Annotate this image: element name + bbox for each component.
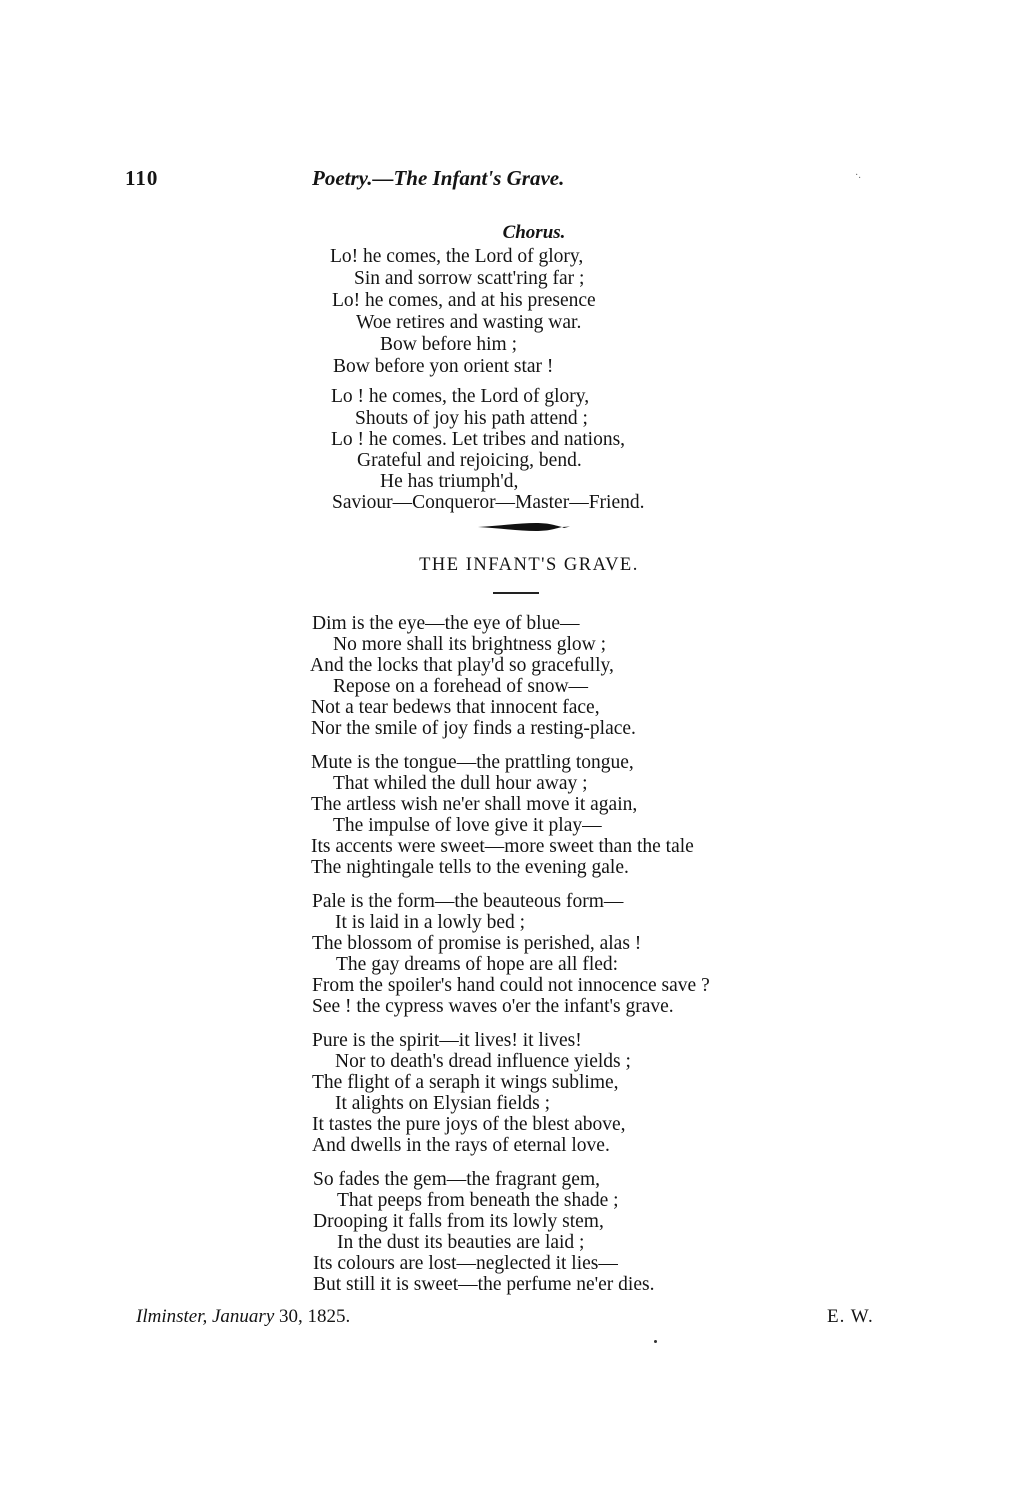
verse-line: But still it is sweet—the perfume ne'er dies.	[313, 1274, 655, 1295]
verse-line: Lo ! he comes, the Lord of glory,	[331, 386, 590, 407]
verse-line: The impulse of love give it play—	[333, 815, 602, 836]
verse-line: That whiled the dull hour away ;	[333, 773, 588, 794]
scan-artifact: ·.	[855, 170, 861, 181]
footer-place: Ilminster, January	[136, 1306, 275, 1327]
verse-line: It alights on Elysian fields ;	[335, 1093, 551, 1114]
verse-line: Grateful and rejoicing, bend.	[357, 450, 582, 471]
verse-line: Pale is the form—the beauteous form—	[312, 891, 624, 912]
scan-artifact-dot	[654, 1340, 657, 1343]
verse-line: Saviour—Conqueror—Master—Friend.	[332, 492, 645, 513]
verse-line: Drooping it falls from its lowly stem,	[313, 1211, 604, 1232]
ornament-divider-icon	[478, 523, 570, 531]
verse-line: He has triumph'd,	[380, 471, 519, 492]
verse-line: Lo ! he comes. Let tribes and nations,	[331, 429, 626, 450]
verse-line: The artless wish ne'er shall move it again,	[311, 794, 638, 815]
verse-line: And the locks that play'd so gracefully,	[310, 655, 614, 676]
verse-line: The gay dreams of hope are all fled:	[336, 954, 619, 975]
verse-line: Not a tear bedews that innocent face,	[311, 697, 600, 718]
author-signature: E. W.	[827, 1306, 874, 1327]
verse-line: It tastes the pure joys of the blest above,	[312, 1114, 626, 1135]
footer-date: 30, 1825.	[279, 1306, 351, 1327]
verse-line: Mute is the tongue—the prattling tongue,	[311, 752, 634, 773]
verse-line: Its colours are lost—neglected it lies—	[313, 1253, 618, 1274]
verse-line: Repose on a forehead of snow—	[333, 676, 589, 697]
verse-line: Nor to death's dread influence yields ;	[335, 1051, 631, 1072]
running-head: Poetry.—The Infant's Grave.	[312, 166, 565, 190]
verse-line: The nightingale tells to the evening gale.	[311, 857, 629, 878]
verse-line: That peeps from beneath the shade ;	[337, 1190, 619, 1211]
page-number: 110	[125, 166, 159, 190]
verse-line: Nor the smile of joy finds a resting-place.	[311, 718, 636, 739]
verse-line: In the dust its beauties are laid ;	[337, 1232, 585, 1253]
chorus-title: Chorus.	[502, 222, 566, 243]
verse-line: The flight of a seraph it wings sublime,	[312, 1072, 619, 1093]
footer-place-date	[136, 1306, 350, 1328]
poem-title: THE INFANT'S GRAVE.	[419, 555, 639, 575]
verse-line: Bow before him ;	[380, 334, 518, 355]
verse-line: Woe retires and wasting war.	[356, 312, 582, 333]
verse-line: No more shall its brightness glow ;	[333, 634, 606, 655]
verse-line: So fades the gem—the fragrant gem,	[313, 1169, 600, 1190]
verse-line: Lo! he comes, and at his presence	[332, 290, 596, 311]
verse-line: See ! the cypress waves o'er the infant's grave.	[312, 996, 674, 1017]
verse-line: And dwells in the rays of eternal love.	[312, 1135, 610, 1156]
verse-line: Pure is the spirit—it lives! it lives!	[312, 1030, 582, 1051]
verse-line: It is laid in a lowly bed ;	[335, 912, 526, 933]
verse-line: Shouts of joy his path attend ;	[355, 408, 588, 429]
verse-line: Lo! he comes, the Lord of glory,	[330, 246, 584, 267]
verse-line: From the spoiler's hand could not innocence save ?	[312, 975, 710, 996]
verse-line: Sin and sorrow scatt'ring far ;	[354, 268, 585, 289]
verse-line: Bow before yon orient star !	[333, 356, 554, 377]
title-rule	[493, 592, 539, 594]
verse-line: Dim is the eye—the eye of blue—	[312, 613, 580, 634]
verse-line: The blossom of promise is perished, alas !	[312, 933, 642, 954]
verse-line: Its accents were sweet—more sweet than the tale	[311, 836, 694, 857]
